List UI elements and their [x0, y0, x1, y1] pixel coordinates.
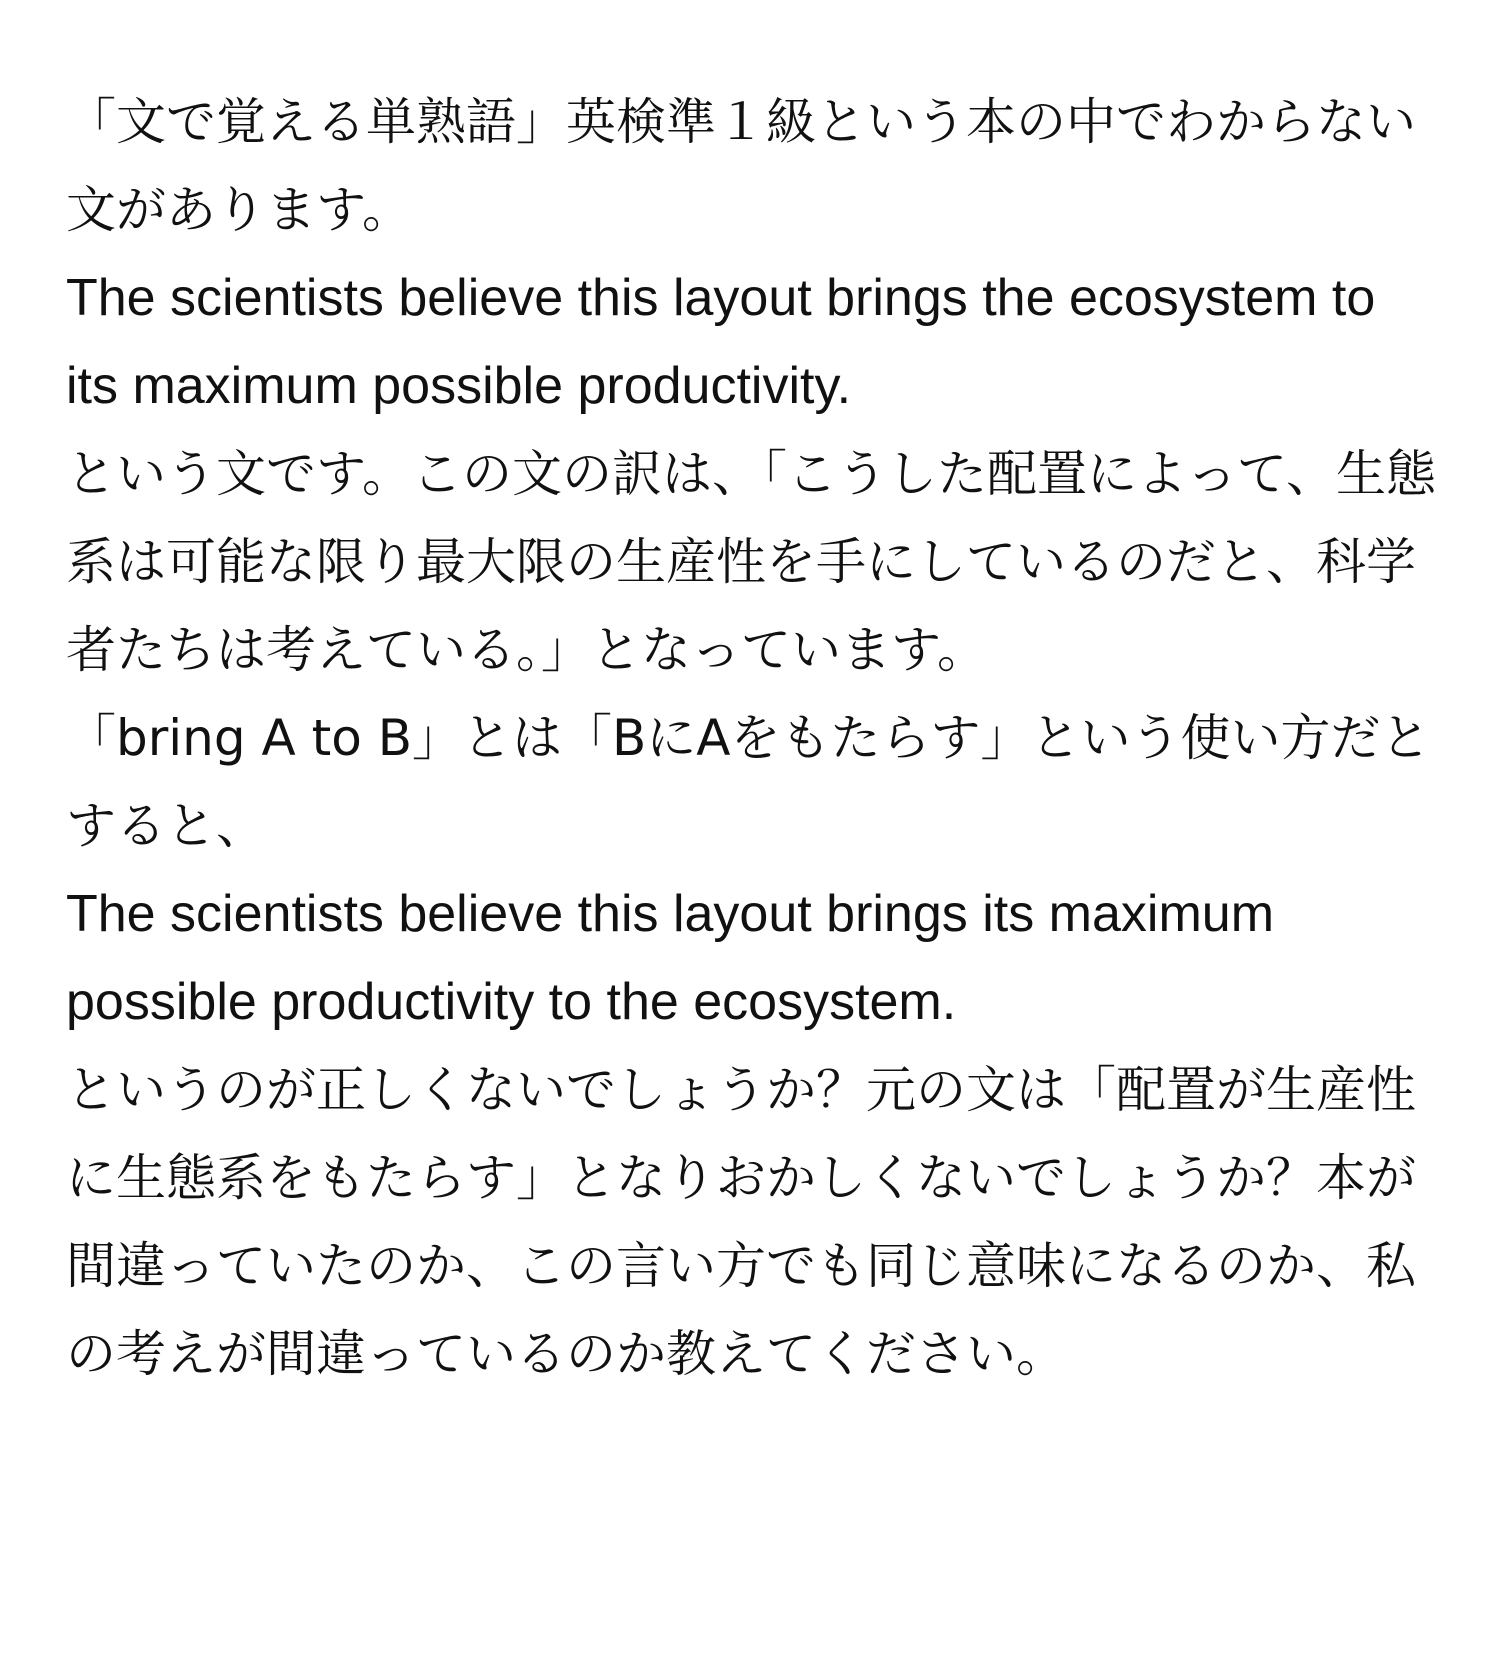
proposed-english-sentence: The scientists believe this layout brings its maximum possible productivity to the ecosystem. — [66, 885, 1275, 1031]
intro-paragraph: 「文で覚える単熟語」英検準１級という本の中でわからない文があります。 — [66, 93, 1416, 239]
original-english-sentence: The scientists believe this layout brings the ecosystem to its maximum possible productivity. — [66, 269, 1376, 415]
question-paragraph: というのが正しくないでしょうか？元の文は「配置が生産性に生態系をもたらす」となりおかしくないでしょうか？本が間違っていたのか、この言い方でも同じ意味になるのか、私の考えが間違っているのか教えてください。 — [66, 1061, 1416, 1383]
grammar-note-paragraph: 「bring A to B」とは「BにAをもたらす」という使い方だとすると、 — [66, 709, 1431, 855]
translation-paragraph: という文です。この文の訳は、「こうした配置によって、生態系は可能な限り最大限の生産性を手にしているのだと、科学者たちは考えている。」となっています。 — [66, 445, 1436, 679]
